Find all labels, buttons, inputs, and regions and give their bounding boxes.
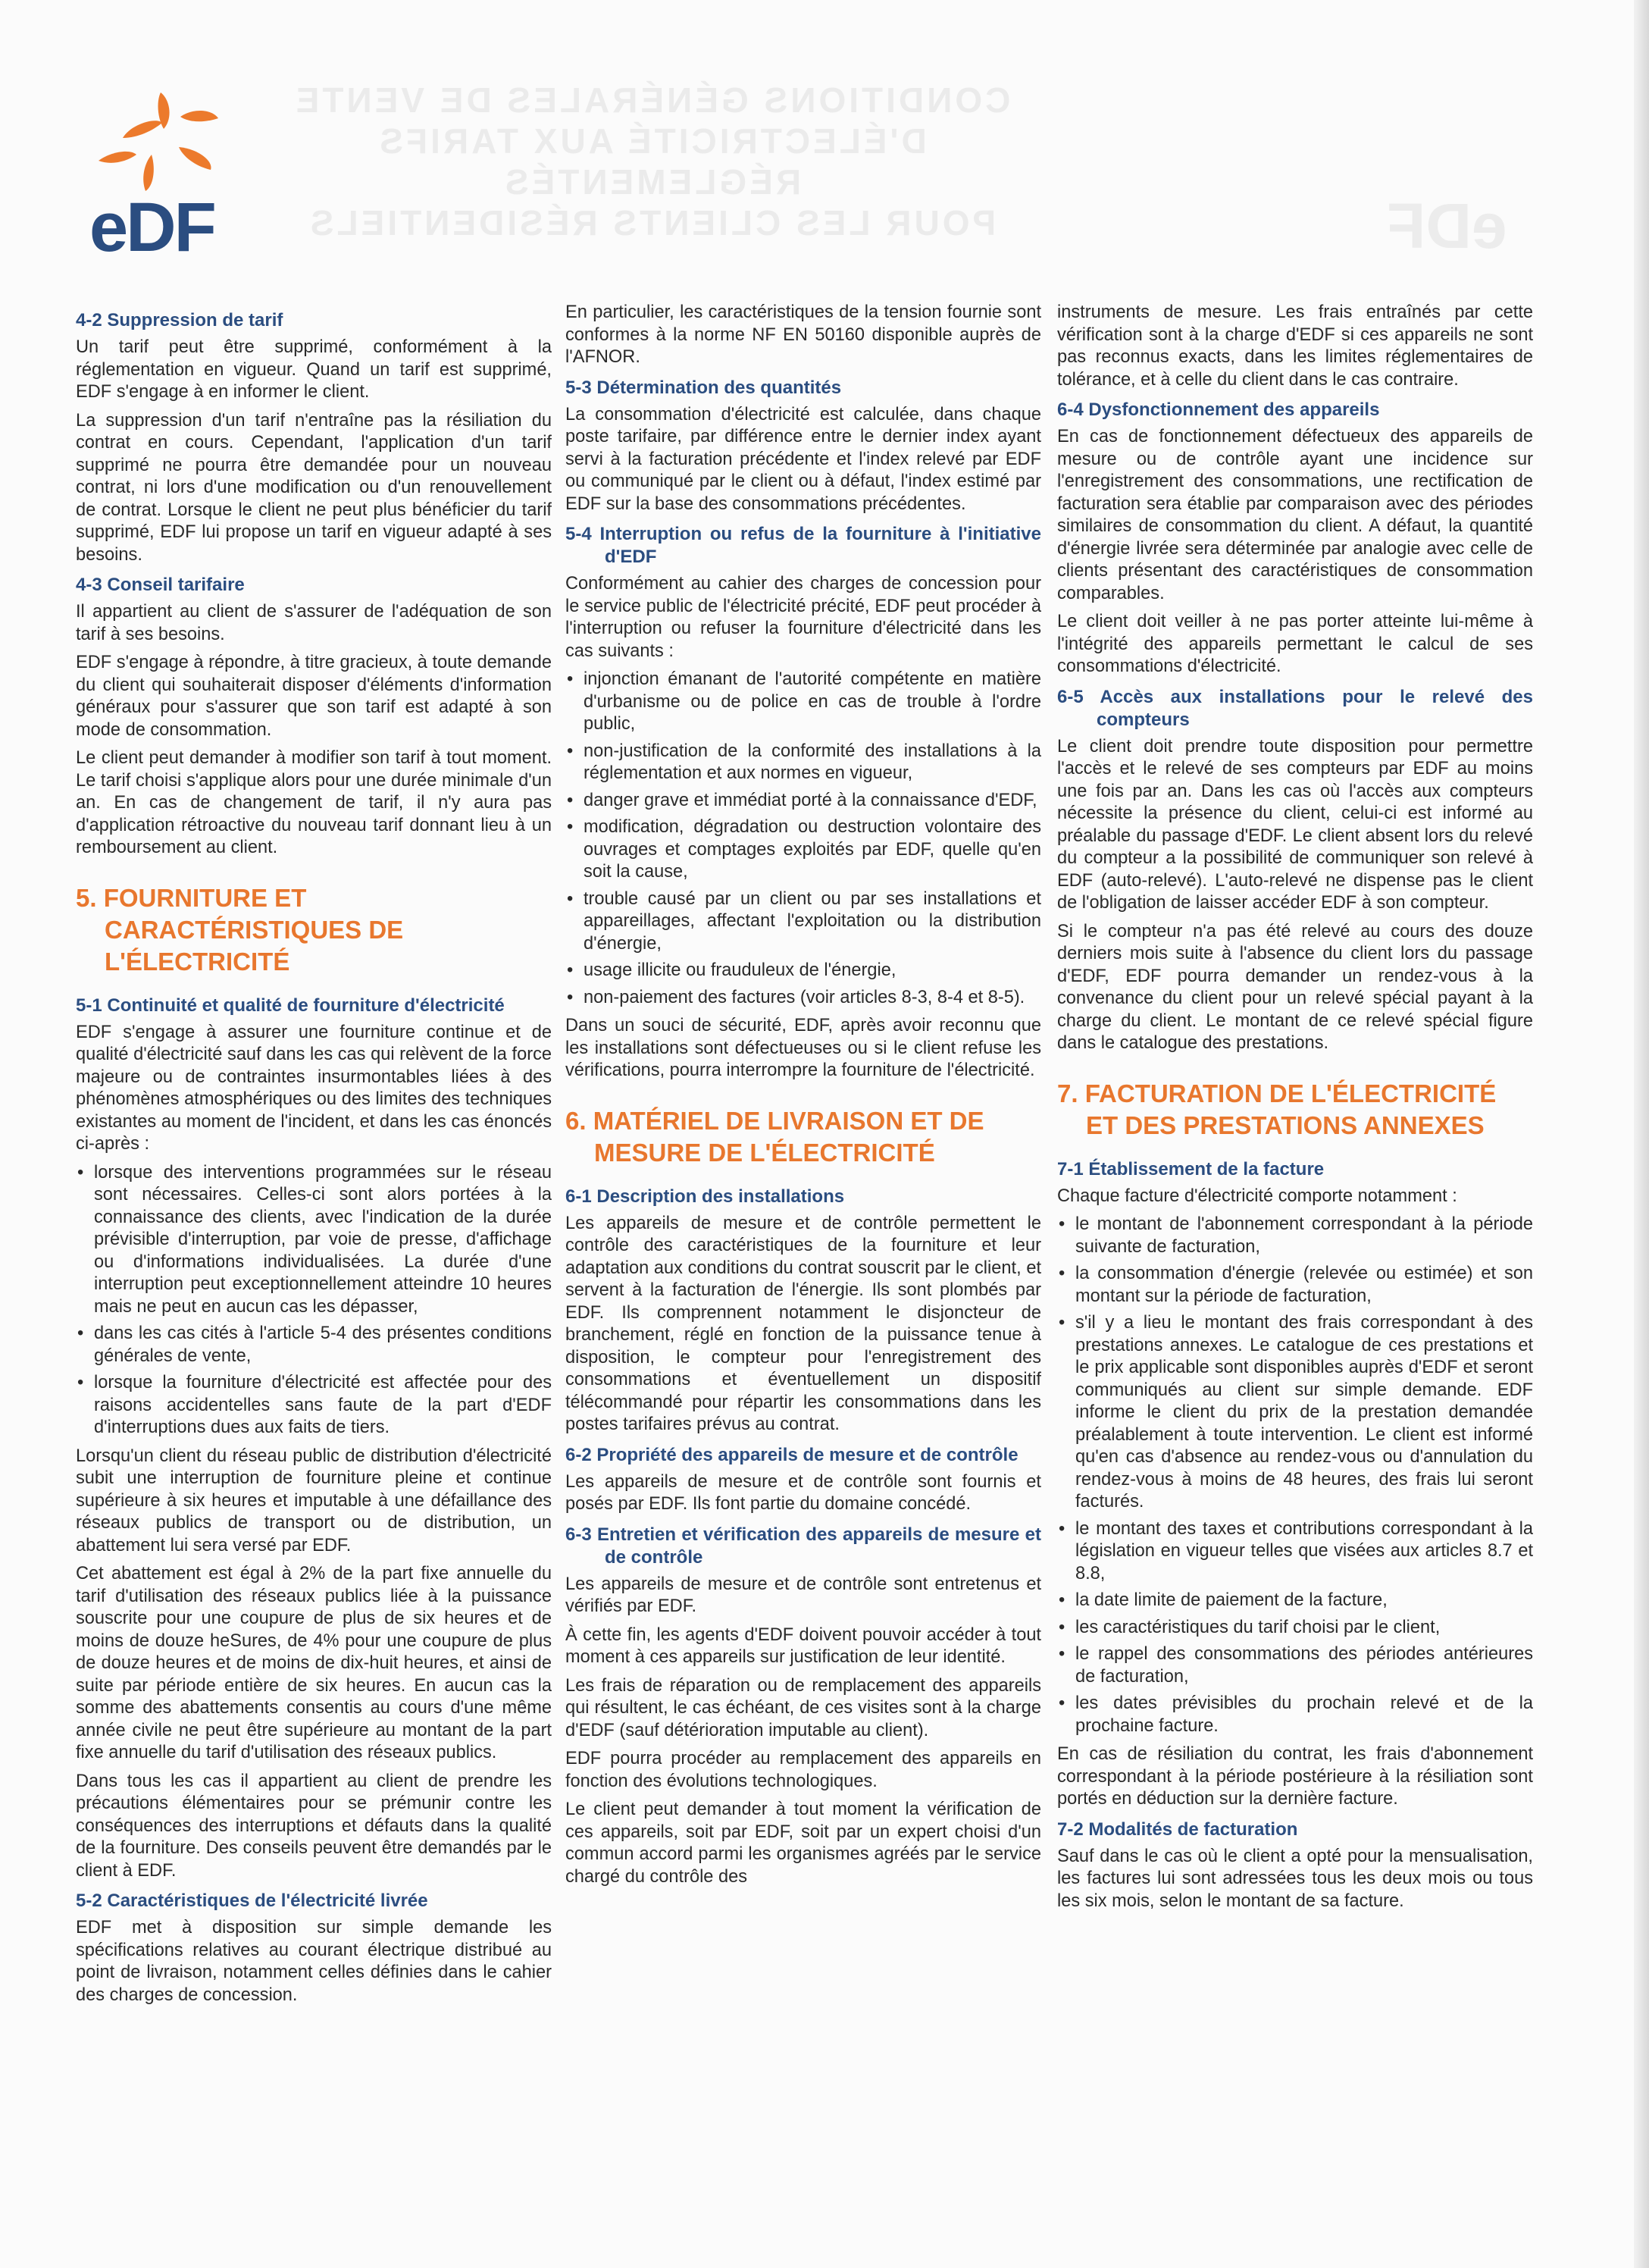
list-item: • usage illicite ou frauduleux de l'énergie,	[565, 960, 1041, 982]
logo-petal	[99, 152, 136, 163]
list-item: • s'il y a lieu le montant des frais correspondant à des prestations annexes. Le catalogue de ces prestations et le prix applicable sont disponibles auprès d'EDF et seront communiqués au client sur simple demande. EDF informe le client du prix de la prestation demandée préalablement à toute intervention. Le client est informé qu'en cas d'absence au rendez-vous ou d'annulation du rendez-vous à moins de 48 heures, des frais lui seront facturés.	[1057, 1312, 1533, 1514]
bullet-list	[1057, 1214, 1533, 1737]
section-heading-6-1: 6-1 Description des installations	[565, 1186, 845, 1207]
paragraph: En particulier, les caractéristiques de la tension fournie sont conformes à la norme NF EN 50160 disponible auprès de l'AFNOR.	[565, 302, 1041, 367]
column-2	[565, 302, 1041, 1894]
list-item: • dans les cas cités à l'article 5-4 des présentes conditions générales de vente,	[76, 1323, 552, 1367]
list-item: • injonction émanant de l'autorité compétente en matière d'urbanisme ou de police en cas de trouble à l'ordre public,	[565, 669, 1041, 736]
paragraph: À cette fin, les agents d'EDF doivent pouvoir accéder à tout moment à ces appareils sur justification de leur identité.	[565, 1624, 1041, 1667]
paragraph: En cas de fonctionnement défectueux des appareils de mesure ou de contrôle ayant une incidence sur l'enregistrement des consommations, une rectification de facturation sera établie par comparaison avec des périodes similaires de consommation du client. A défaut, la quantité d'énergie livrée sera déterminée par analogie avec celle de clients présentant des caractéristiques de consommation comparables.	[1057, 427, 1533, 603]
paragraph: Le client peut demander à tout moment la vérification de ces appareils, soit par EDF, soit par un expert choisi d'un commun accord parmi les organismes agréés par le service chargé du contrôle des	[565, 1800, 1041, 1887]
paragraph: La consommation d'électricité est calculée, dans chaque poste tarifaire, par différence entre le dernier index ayant servi à la facturation précédente et l'index relevé par EDF ou communiqué par le client ou à défaut, l'index estimé par EDF sur la base des consommations précédentes.	[565, 404, 1041, 514]
paragraph: Chaque facture d'électricité comporte notamment :	[1057, 1186, 1457, 1206]
paragraph: EDF s'engage à répondre, à titre gracieux, à toute demande du client qui souhaiterait disposer d'éléments d'information généraux pour s'assurer que son tarif est adapté à son mode de consommation.	[76, 653, 552, 740]
section-heading-6-5: 6-5 Accès aux installations pour le relevé des compteurs	[1057, 686, 1533, 730]
edf-logo-text: eDF	[89, 189, 214, 266]
list-item: • trouble causé par un client ou par ses installations et appareillages, affectant l'exploitation ou la distribution d'énergie,	[565, 888, 1041, 956]
paragraph: Lorsqu'un client du réseau public de distribution d'électricité subit une interruption de fourniture pleine et continue supérieure à six heures et imputable à une défaillance des réseaux publics de transport ou de distribution, un abattement lui sera versé par EDF.	[76, 1446, 552, 1555]
ghost-logo: eDF	[1387, 190, 1507, 262]
paragraph: Les appareils de mesure et de contrôle sont fournis et posés par EDF. Ils font partie du domaine concédé.	[565, 1471, 1041, 1514]
paragraph: EDF pourra procéder au remplacement des appareils en fonction des évolutions technologiques.	[565, 1749, 1041, 1791]
logo-petal	[180, 111, 218, 121]
ghost-title	[250, 80, 1053, 243]
paragraph: En cas de résiliation du contrat, les frais d'abonnement correspondant à la période postérieure à la résiliation sont portés en déduction sur la dernière facture.	[1057, 1744, 1533, 1809]
section-heading-7-1: 7-1 Établissement de la facture	[1057, 1158, 1325, 1179]
section-heading-5-2: 5-2 Caractéristiques de l'électricité livrée	[76, 1891, 428, 1911]
list-item: • lorsque des interventions programmées sur le réseau sont nécessaires. Celles-ci sont alors portées à la connaissance des clients, avec l'indication de la durée prévisible d'interruption, par voie de presse, d'affichage ou d'informations individualisées. La durée d'une interruption peut exceptionnellement atteindre 10 heures mais ne peut en aucun cas les dépasser,	[76, 1162, 552, 1319]
section-heading-6-3: 6-3 Entretien et vérification des appareils de mesure et de contrôle	[565, 1524, 1041, 1568]
paragraph: La suppression d'un tarif n'entraîne pas la résiliation du contrat en cours. Cependant, l'application d'un tarif supprimé ne pourra être demandée pour un nouveau contrat, ni lors d'une modification ou d'un renouvellement de contrat. Lorsque le client ne peut plus bénéficier du tarif supprimé, EDF lui propose un tarif en vigueur adapté à ses besoins.	[76, 410, 552, 565]
list-item: • le montant de l'abonnement correspondant à la période suivante de facturation,	[1057, 1214, 1533, 1258]
list-item: • le montant des taxes et contributions correspondant à la législation en vigueur telles que visées aux articles 8.7 et 8.8,	[1057, 1518, 1533, 1586]
paragraph: Conformément au cahier des charges de concession pour le service public de l'électricité précité, EDF peut procéder à l'interruption ou refuser la fourniture d'électricité dans les cas suivants :	[565, 574, 1041, 661]
list-item: • danger grave et immédiat porté à la connaissance d'EDF,	[565, 790, 1041, 813]
paragraph: Dans un souci de sécurité, EDF, après avoir reconnu que les installations sont défectueuses ou si le client refuse les vérifications, pourra interrompre la fourniture de l'électricité.	[565, 1016, 1041, 1080]
paragraph: Les appareils de mesure et de contrôle permettent le contrôle des caractéristiques de la fourniture et leur adaptation aux conditions du contrat souscrit par le client, et servent à la facturation de l'énergie. Ils sont plombés par EDF. Ils comprennent notamment le disjoncteur de branchement, réglé en fonction de la puissance tenue à disposition, le compteur pour l'enregistrement des consommations et éventuellement un dispositif télécommandé pour répartir les consommations dans les postes tarifaires prévus au contrat.	[565, 1213, 1041, 1434]
paragraph: Dans tous les cas il appartient au client de prendre les précautions élémentaires pour se prémunir contre les conséquences des interruptions et défauts dans la qualité de la fourniture. Des conseils peuvent être demandés par le client à EDF.	[76, 1771, 552, 1881]
list-item: • la date limite de paiement de la facture,	[1057, 1590, 1533, 1612]
paragraph: Sauf dans le cas où le client a opté pour la mensualisation, les factures lui sont adressées tous les deux mois ou tous les six mois, selon le montant de sa facture.	[1057, 1846, 1533, 1911]
logo-petal	[123, 121, 162, 138]
paragraph: Les frais de réparation ou de remplacement des appareils qui résultent, le cas échéant, de ces visites sont à la charge d'EDF (sauf détérioration imputable au client).	[565, 1675, 1041, 1740]
section-heading-5-1: 5-1 Continuité et qualité de fourniture d'électricité	[76, 995, 505, 1016]
bullet-list	[565, 669, 1041, 1009]
paragraph: instruments de mesure. Les frais entraînés par cette vérification sont à la charge d'EDF si ces appareils ne sont pas reconnus exacts, dans les limites réglementaires de tolérance, et à celle du client dans le cas contraire.	[1057, 302, 1533, 390]
section-heading-5-4: 5-4 Interruption ou refus de la fourniture à l'initiative d'EDF	[565, 524, 1041, 567]
paragraph: Les appareils de mesure et de contrôle sont entretenus et vérifiés par EDF.	[565, 1574, 1041, 1616]
logo-petal	[179, 147, 211, 170]
section-heading-6-4: 6-4 Dysfonctionnement des appareils	[1057, 399, 1380, 420]
section-heading-7-2: 7-2 Modalités de facturation	[1057, 1818, 1298, 1840]
section-heading-5-3: 5-3 Détermination des quantités	[565, 377, 842, 398]
paragraph: Le client doit veiller à ne pas porter atteinte lui-même à l'intégrité des appareils permettant le calcul de ses consommations d'électricité.	[1057, 612, 1533, 676]
section-heading-4-2: 4-2 Suppression de tarif	[76, 310, 283, 330]
ghost-title-line: POUR LES CLIENTS RÉSIDENTIELS	[307, 203, 997, 243]
paragraph: Un tarif peut être supprimé, conformément à la réglementation en vigueur. Quand un tarif est supprimé, EDF s'engage à en informer le client.	[76, 337, 552, 402]
paragraph: Si le compteur n'a pas été relevé au cours des douze derniers mois suite à l'absence du client lors du passage d'EDF, EDF pourra demander un rendez-vous à la convenance du client pour un relevé spécial payant à la charge du client. Le montant de ce relevé spécial figure dans le catalogue des prestations.	[1057, 921, 1533, 1053]
logo-petal	[143, 155, 154, 191]
paragraph: Cet abattement est égal à 2% de la part fixe annuelle du tarif d'utilisation des réseaux publics liée à la puissance souscrite pour une coupure de plus de six heures et de moins de douze heSures, de 4% pour une coupure de plus de douze heures et de moins de dix-huit heures, et ainsi de suite par période entière de six heures. En aucun cas la somme des abattements consentis au cours d'une même année civile ne peut être supérieure au montant de la part fixe annuelle du tarif d'utilisation des réseaux publics.	[76, 1564, 552, 1762]
chapter-heading-6: 6. MATÉRIEL DE LIVRAISON ET DE MESURE DE L'ÉLECTRICITÉ	[565, 1106, 984, 1167]
paragraph: Il appartient au client de s'assurer de l'adéquation de son tarif à ses besoins.	[76, 602, 552, 644]
list-item: • lorsque la fourniture d'électricité est affectée pour des raisons accidentelles sans faute de la part d'EDF d'interruptions dues aux faits de tiers.	[76, 1372, 552, 1439]
list-item: • les caractéristiques du tarif choisi par le client,	[1057, 1617, 1533, 1640]
paragraph: EDF met à disposition sur simple demande les spécifications relatives au courant électrique distribué au point de livraison, notamment celles définies dans le cahier des charges de concession.	[76, 1918, 552, 2005]
section-heading-4-3: 4-3 Conseil tarifaire	[76, 575, 245, 595]
ghost-title-line: CONDITIONS GÉNÉRALES DE VENTE	[293, 80, 1011, 120]
list-item: • modification, dégradation ou destruction volontaire des ouvrages et comptages exploités par EDF, quelle qu'en soit la cause,	[565, 816, 1041, 884]
bullet-list	[76, 1162, 552, 1439]
chapter-heading-7: 7. FACTURATION DE L'ÉLECTRICITÉ ET DES PRESTATIONS ANNEXES	[1057, 1079, 1497, 1139]
chapter-heading-5: 5. FOURNITURE ET CARACTÉRISTIQUES DE L'ÉLECTRICITÉ	[76, 883, 404, 976]
column-3	[1057, 302, 1533, 1919]
list-item: • la consommation d'énergie (relevée ou estimée) et son montant sur la période de facturation,	[1057, 1263, 1533, 1308]
ghost-title-line: D'ÉLECTRICITÉ AUX TARIFS RÉGLEMENTÉS	[377, 121, 927, 202]
paragraph: EDF s'engage à assurer une fourniture continue et de qualité d'électricité sauf dans les cas qui relèvent de la force majeure ou de contraintes insurmontables liées à des phénomènes atmosphériques ou des limites des techniques existantes au moment de l'incident, et dans les cas énoncés ci-après :	[76, 1022, 552, 1154]
list-item: • non-justification de la conformité des installations à la réglementation et aux normes en vigueur,	[565, 741, 1041, 785]
list-item: • les dates prévisibles du prochain relevé et de la prochaine facture.	[1057, 1693, 1533, 1737]
page-edge	[1634, 0, 1649, 2268]
paragraph: Le client peut demander à modifier son tarif à tout moment. Le tarif choisi s'applique alors pour une durée minimale d'un an. En cas de changement de tarif, il n'y aura pas d'application rétroactive du nouveau tarif donnant lieu à un remboursement au client.	[76, 748, 552, 857]
column-1	[76, 302, 552, 2013]
list-item: • non-paiement des factures (voir articles 8-3, 8-4 et 8-5).	[565, 987, 1041, 1010]
section-heading-6-2: 6-2 Propriété des appareils de mesure et de contrôle	[565, 1444, 1018, 1465]
list-item: • le rappel des consommations des périodes antérieures de facturation,	[1057, 1643, 1533, 1688]
paragraph: Le client doit prendre toute disposition pour permettre l'accès et le relevé de ses compteurs par EDF au moins une fois par an. Dans les cas où l'accès aux compteurs nécessite la présence du client, celui-ci est informé au préalable du passage d'EDF. Le client absent lors du relevé du compteur a la possibilité de communiquer son relevé à EDF (auto-relevé). L'auto-relevé ne dispense pas le client de l'obligation de laisser accéder EDF à son compteur.	[1057, 736, 1533, 913]
